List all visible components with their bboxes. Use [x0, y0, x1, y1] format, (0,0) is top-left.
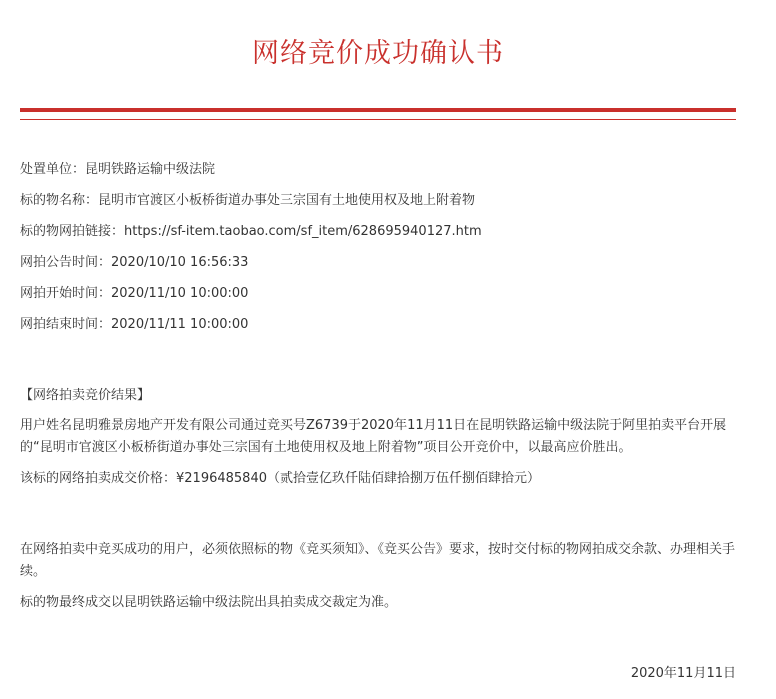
final-note: 标的物最终成交以昆明铁路运输中级法院出具拍卖成交裁定为准。 [20, 595, 398, 610]
result-heading: 【网络拍卖竞价结果】 [20, 388, 151, 403]
title-divider-thin [20, 119, 736, 120]
end-time: 网拍结束时间：2020/11/11 10:00:00 [20, 317, 249, 332]
document-title: 网络竞价成功确认书 [252, 38, 504, 69]
result-paragraph: 用户姓名昆明雅景房地产开发有限公司通过竞买号Z6739于2020年11月11日在昆明铁路运输中级法院于阿里拍卖平台开展的“昆明市官渡区小板桥街道办事处三宗国有土地使用权及地上附着物”项目公开竞价中，以最高应价胜出。 [20, 418, 727, 455]
final-price: 该标的网络拍卖成交价格：¥2196485840（贰拾壹亿玖仟陆佰肆拾捌万伍仟捌佰肆拾元） [20, 471, 540, 486]
item-name: 标的物名称：昆明市官渡区小板桥街道办事处三宗国有土地使用权及地上附着物 [20, 193, 476, 208]
disposal-unit: 处置单位：昆明铁路运输中级法院 [20, 162, 216, 177]
requirement-paragraph: 在网络拍卖中竞买成功的用户，必须依照标的物《竞买须知》、《竞买公告》要求，按时交付标的物网拍成交余款、办理相关手续。 [20, 542, 736, 579]
announce-time: 网拍公告时间：2020/10/10 16:56:33 [20, 255, 249, 270]
title-divider-thick [20, 108, 736, 112]
item-link[interactable]: 标的物网拍链接：https://sf-item.taobao.com/sf_item/628695940127.htm [20, 224, 482, 239]
start-time: 网拍开始时间：2020/11/10 10:00:00 [20, 286, 249, 301]
document-date: 2020年11月11日 [630, 666, 736, 681]
